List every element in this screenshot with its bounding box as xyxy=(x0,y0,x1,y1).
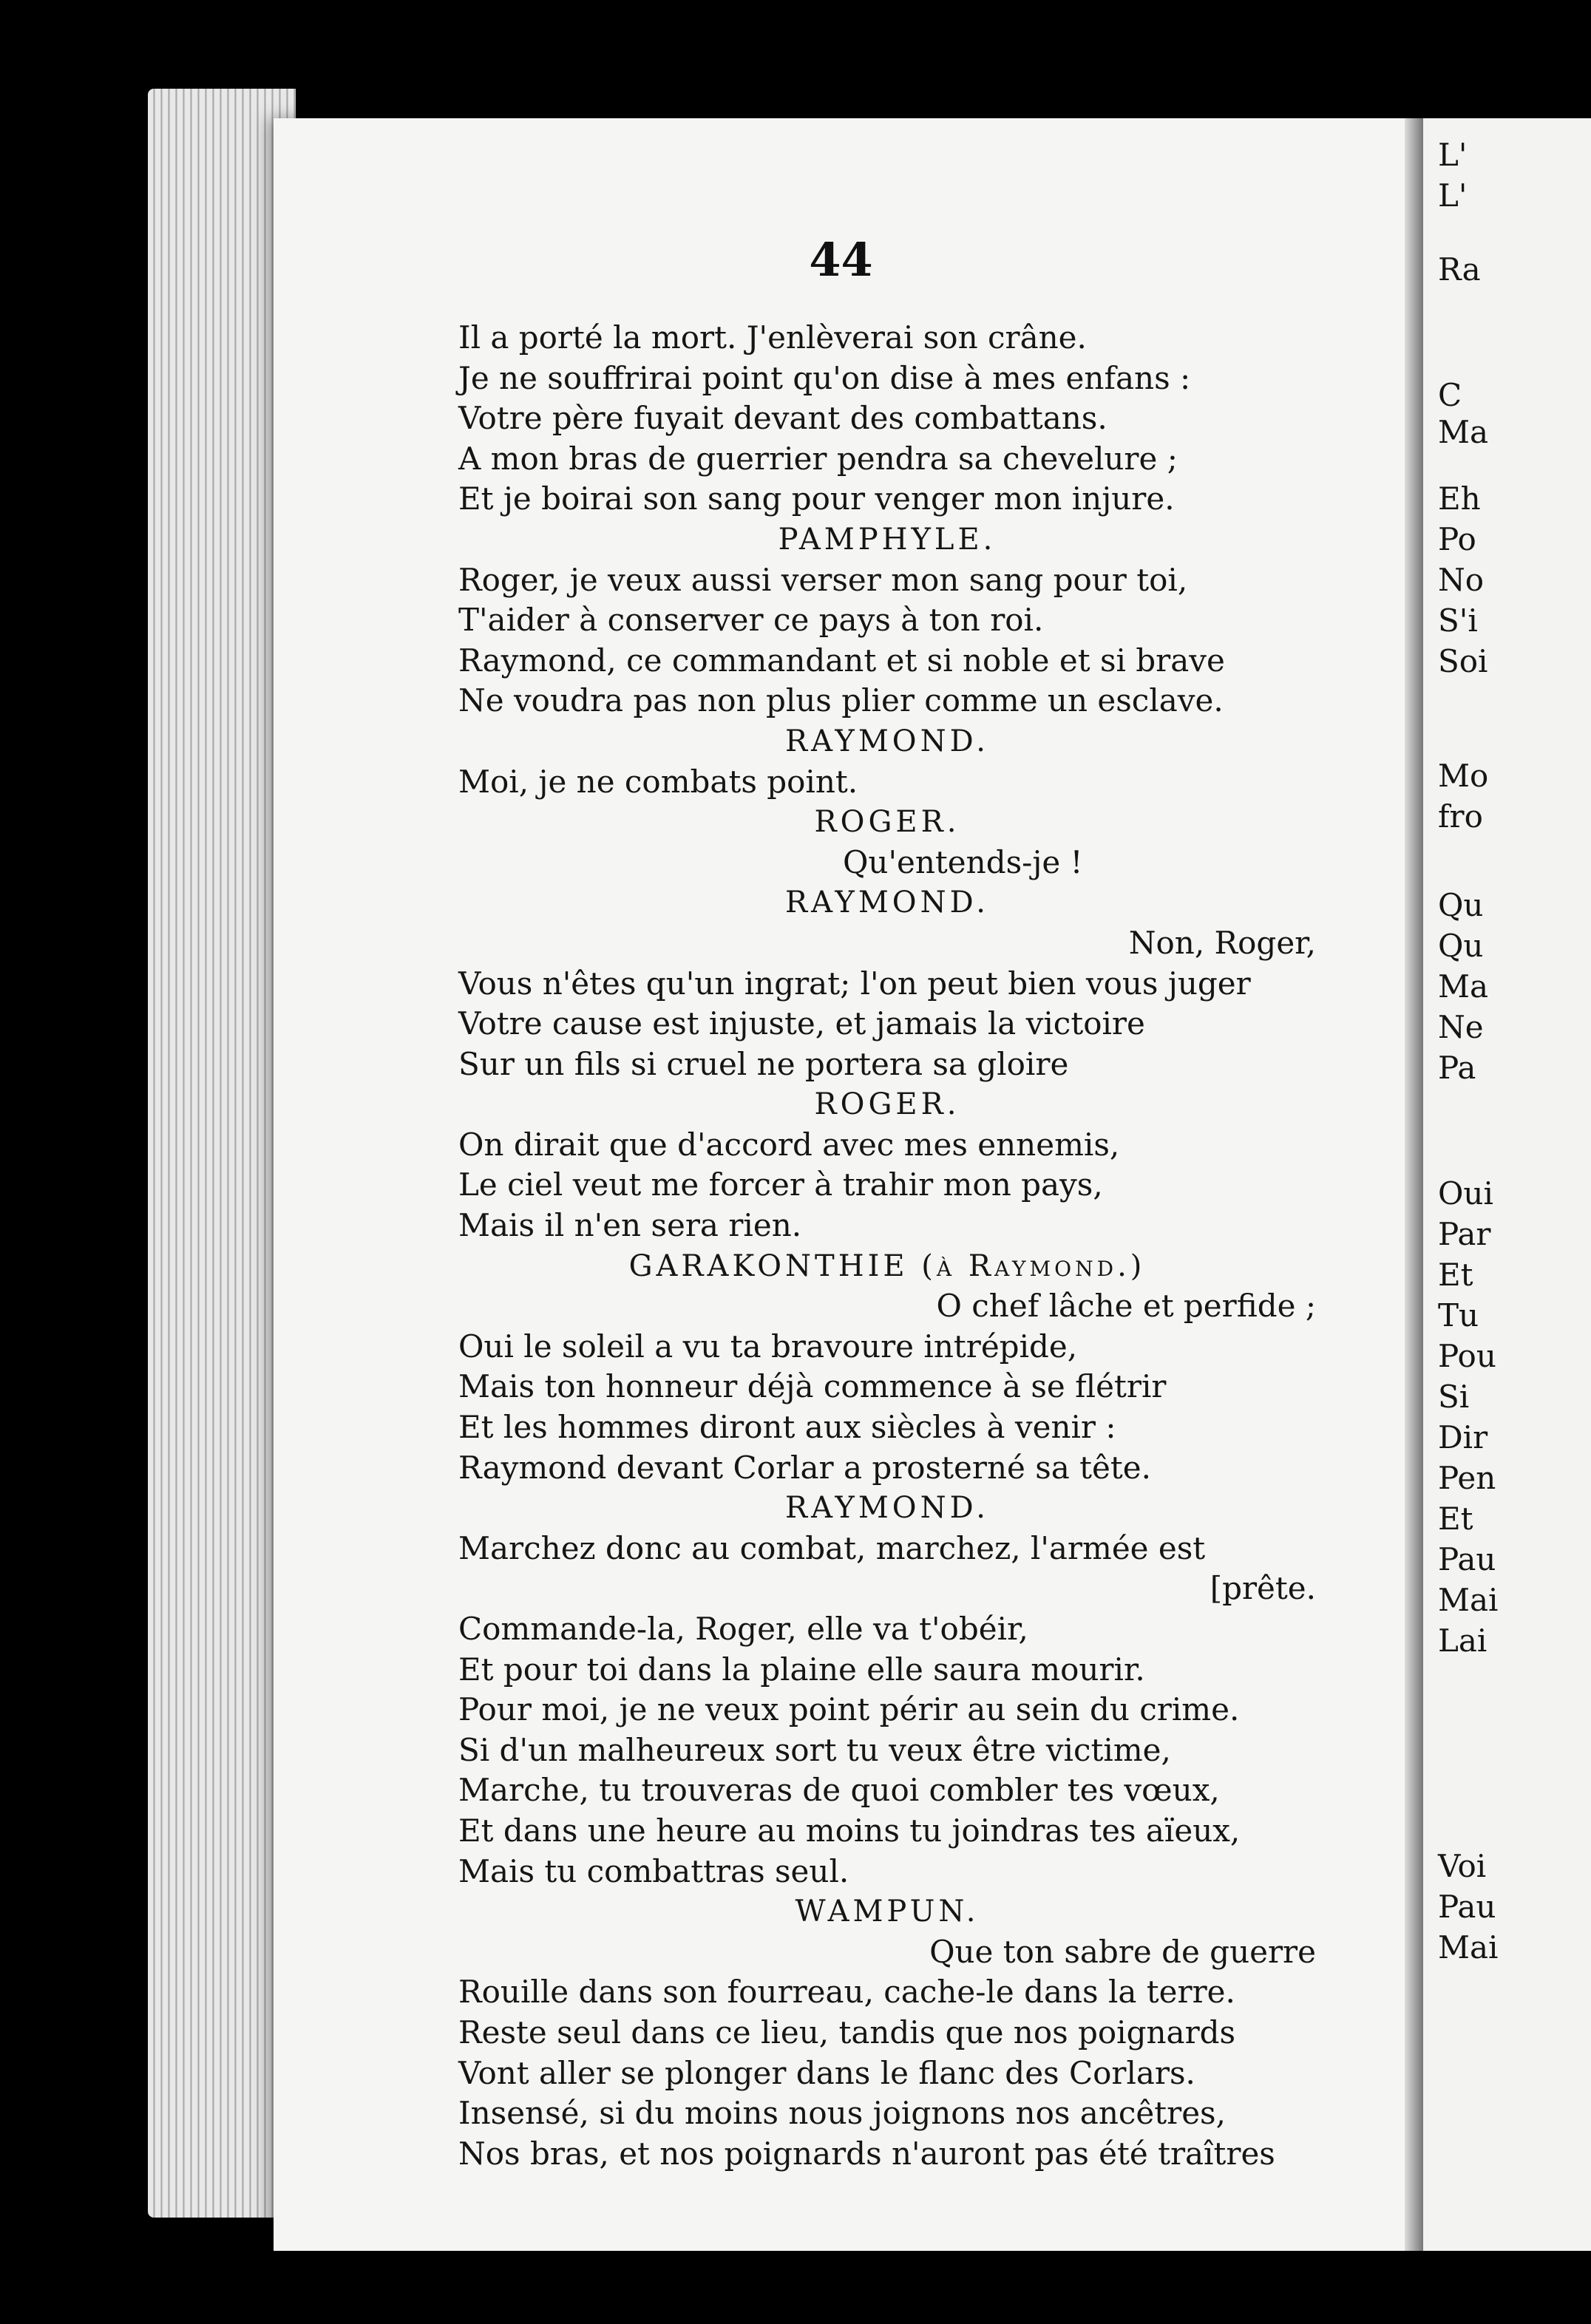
speaker-name: RAYMOND. xyxy=(785,724,989,758)
right-page-fragment: L' xyxy=(1438,177,1468,214)
speaker-name: GARAKONTHIE (à Raymond.) xyxy=(628,1248,1146,1283)
verse-line: Si d'un malheureux sort tu veux être victime, xyxy=(458,1731,1171,1768)
speaker-name: ROGER. xyxy=(814,805,960,840)
right-page-edge xyxy=(1423,118,1591,2251)
verse-line: Et les hommes diront aux siècles à venir : xyxy=(458,1409,1116,1446)
verse-line: Et je boirai son sang pour venger mon injure. xyxy=(458,480,1175,517)
verse-line: Vous n'êtes qu'un ingrat; l'on peut bien vous juger xyxy=(458,965,1251,1002)
verse-line: Raymond devant Corlar a prosterné sa tête. xyxy=(458,1449,1151,1486)
verse-line: Ne voudra pas non plus plier comme un esclave. xyxy=(458,682,1224,719)
right-page-fragment: Oui xyxy=(1438,1175,1493,1212)
verse-line: Le ciel veut me forcer à trahir mon pays, xyxy=(458,1166,1103,1203)
verse-line: Nos bras, et nos poignards n'auront pas été traîtres xyxy=(458,2135,1275,2172)
verse-line: Mais il n'en sera rien. xyxy=(458,1207,802,1244)
verse-line: Pour moi, je ne veux point périr au sein du crime. xyxy=(458,1691,1240,1728)
right-page-fragment: Et xyxy=(1438,1501,1473,1537)
verse-line: Vont aller se plonger dans le flanc des Corlars. xyxy=(458,2054,1195,2091)
right-page-fragment: Dir xyxy=(1438,1419,1488,1455)
verse-line: [prête. xyxy=(1210,1570,1316,1607)
book-gutter xyxy=(1405,118,1423,2251)
right-page-fragment: Soi xyxy=(1438,643,1488,679)
right-page-fragment: Lai xyxy=(1438,1623,1487,1659)
right-page-fragment: L' xyxy=(1438,137,1468,173)
verse-line: Insensé, si du moins nous joignons nos ancêtres, xyxy=(458,2095,1226,2132)
speaker-name: WAMPUN. xyxy=(795,1895,980,1929)
right-page-fragment: C xyxy=(1438,377,1462,413)
right-page-fragment: Et xyxy=(1438,1257,1473,1293)
right-page-fragment: S'i xyxy=(1438,602,1478,639)
verse-line: Non, Roger, xyxy=(1128,924,1316,961)
verse-line: Je ne souffrirai point qu'on dise à mes enfans : xyxy=(458,359,1191,396)
verse-line: Marchez donc au combat, marchez, l'armée est xyxy=(458,1529,1206,1566)
verse-line: Votre cause est injuste, et jamais la victoire xyxy=(458,1005,1145,1042)
right-page-fragment: Mai xyxy=(1438,1929,1499,1965)
right-page-fragment: Eh xyxy=(1438,480,1481,517)
right-page-fragment: Pen xyxy=(1438,1460,1496,1496)
right-page-fragment: Pa xyxy=(1438,1050,1476,1086)
right-page-fragment: Mai xyxy=(1438,1582,1499,1618)
verse-line: T'aider à conserver ce pays à ton roi. xyxy=(458,602,1044,639)
right-page-fragment: Po xyxy=(1438,521,1476,557)
right-page-fragment: No xyxy=(1438,562,1485,598)
verse-line: Mais ton honneur déjà commence à se flétrir xyxy=(458,1368,1167,1405)
verse-line: On dirait que d'accord avec mes ennemis, xyxy=(458,1126,1120,1163)
left-page xyxy=(274,118,1408,2251)
verse-line: Que ton sabre de guerre xyxy=(929,1933,1316,1970)
verse-line: Qu'entends-je ! xyxy=(843,843,1083,880)
right-page-fragment: Pau xyxy=(1438,1541,1496,1577)
right-page-fragment: Pau xyxy=(1438,1889,1496,1925)
verse-line: A mon bras de guerrier pendra sa chevelure ; xyxy=(458,440,1178,477)
right-page-fragment: fro xyxy=(1438,798,1483,835)
speaker-name: PAMPHYLE. xyxy=(778,522,997,557)
verse-line: Rouille dans son fourreau, cache-le dans la terre. xyxy=(458,1974,1235,2011)
verse-line: Et dans une heure au moins tu joindras tes aïeux, xyxy=(458,1812,1241,1849)
verse-line: Raymond, ce commandant et si noble et si brave xyxy=(458,642,1225,679)
right-page-fragment: Qu xyxy=(1438,887,1484,923)
right-page-fragment: Ma xyxy=(1438,968,1489,1005)
right-page-fragment: Voi xyxy=(1438,1848,1487,1884)
right-page-fragment: Ra xyxy=(1438,251,1481,288)
verse-line: Roger, je veux aussi verser mon sang pour toi, xyxy=(458,561,1188,598)
page-number: 44 xyxy=(809,233,873,287)
verse-line: Marche, tu trouveras de quoi combler tes vœux, xyxy=(458,1772,1220,1809)
right-page-fragment: Qu xyxy=(1438,928,1484,964)
play-text xyxy=(458,318,1316,2174)
right-page-fragment: Ne xyxy=(1438,1009,1484,1045)
speaker-name: RAYMOND. xyxy=(785,886,989,920)
verse-line: Reste seul dans ce lieu, tandis que nos poignards xyxy=(458,2014,1236,2051)
verse-line: Oui le soleil a vu ta bravoure intrépide, xyxy=(458,1328,1078,1365)
verse-line: Moi, je ne combats point. xyxy=(458,763,858,800)
right-page-fragment: Si xyxy=(1438,1379,1470,1415)
right-page-fragment: Par xyxy=(1438,1216,1491,1252)
speaker-name: ROGER. xyxy=(814,1087,960,1122)
verse-line: Il a porté la mort. J'enlèverai son crâne. xyxy=(458,319,1087,356)
verse-line: Votre père fuyait devant des combattans. xyxy=(458,400,1107,437)
right-page-fragment: Mo xyxy=(1438,758,1489,794)
verse-line: Sur un fils si cruel ne portera sa gloire xyxy=(458,1045,1069,1082)
right-page-fragment: Ma xyxy=(1438,414,1489,450)
verse-line: Mais tu combattras seul. xyxy=(458,1852,849,1889)
right-page-fragment: Pou xyxy=(1438,1338,1496,1374)
right-page-fragment: Tu xyxy=(1438,1297,1479,1333)
verse-line: Et pour toi dans la plaine elle saura mourir. xyxy=(458,1651,1145,1688)
verse-line: O chef lâche et perfide ; xyxy=(936,1288,1316,1325)
verse-line: Commande-la, Roger, elle va t'obéir, xyxy=(458,1611,1028,1647)
speaker-name: RAYMOND. xyxy=(785,1491,989,1526)
